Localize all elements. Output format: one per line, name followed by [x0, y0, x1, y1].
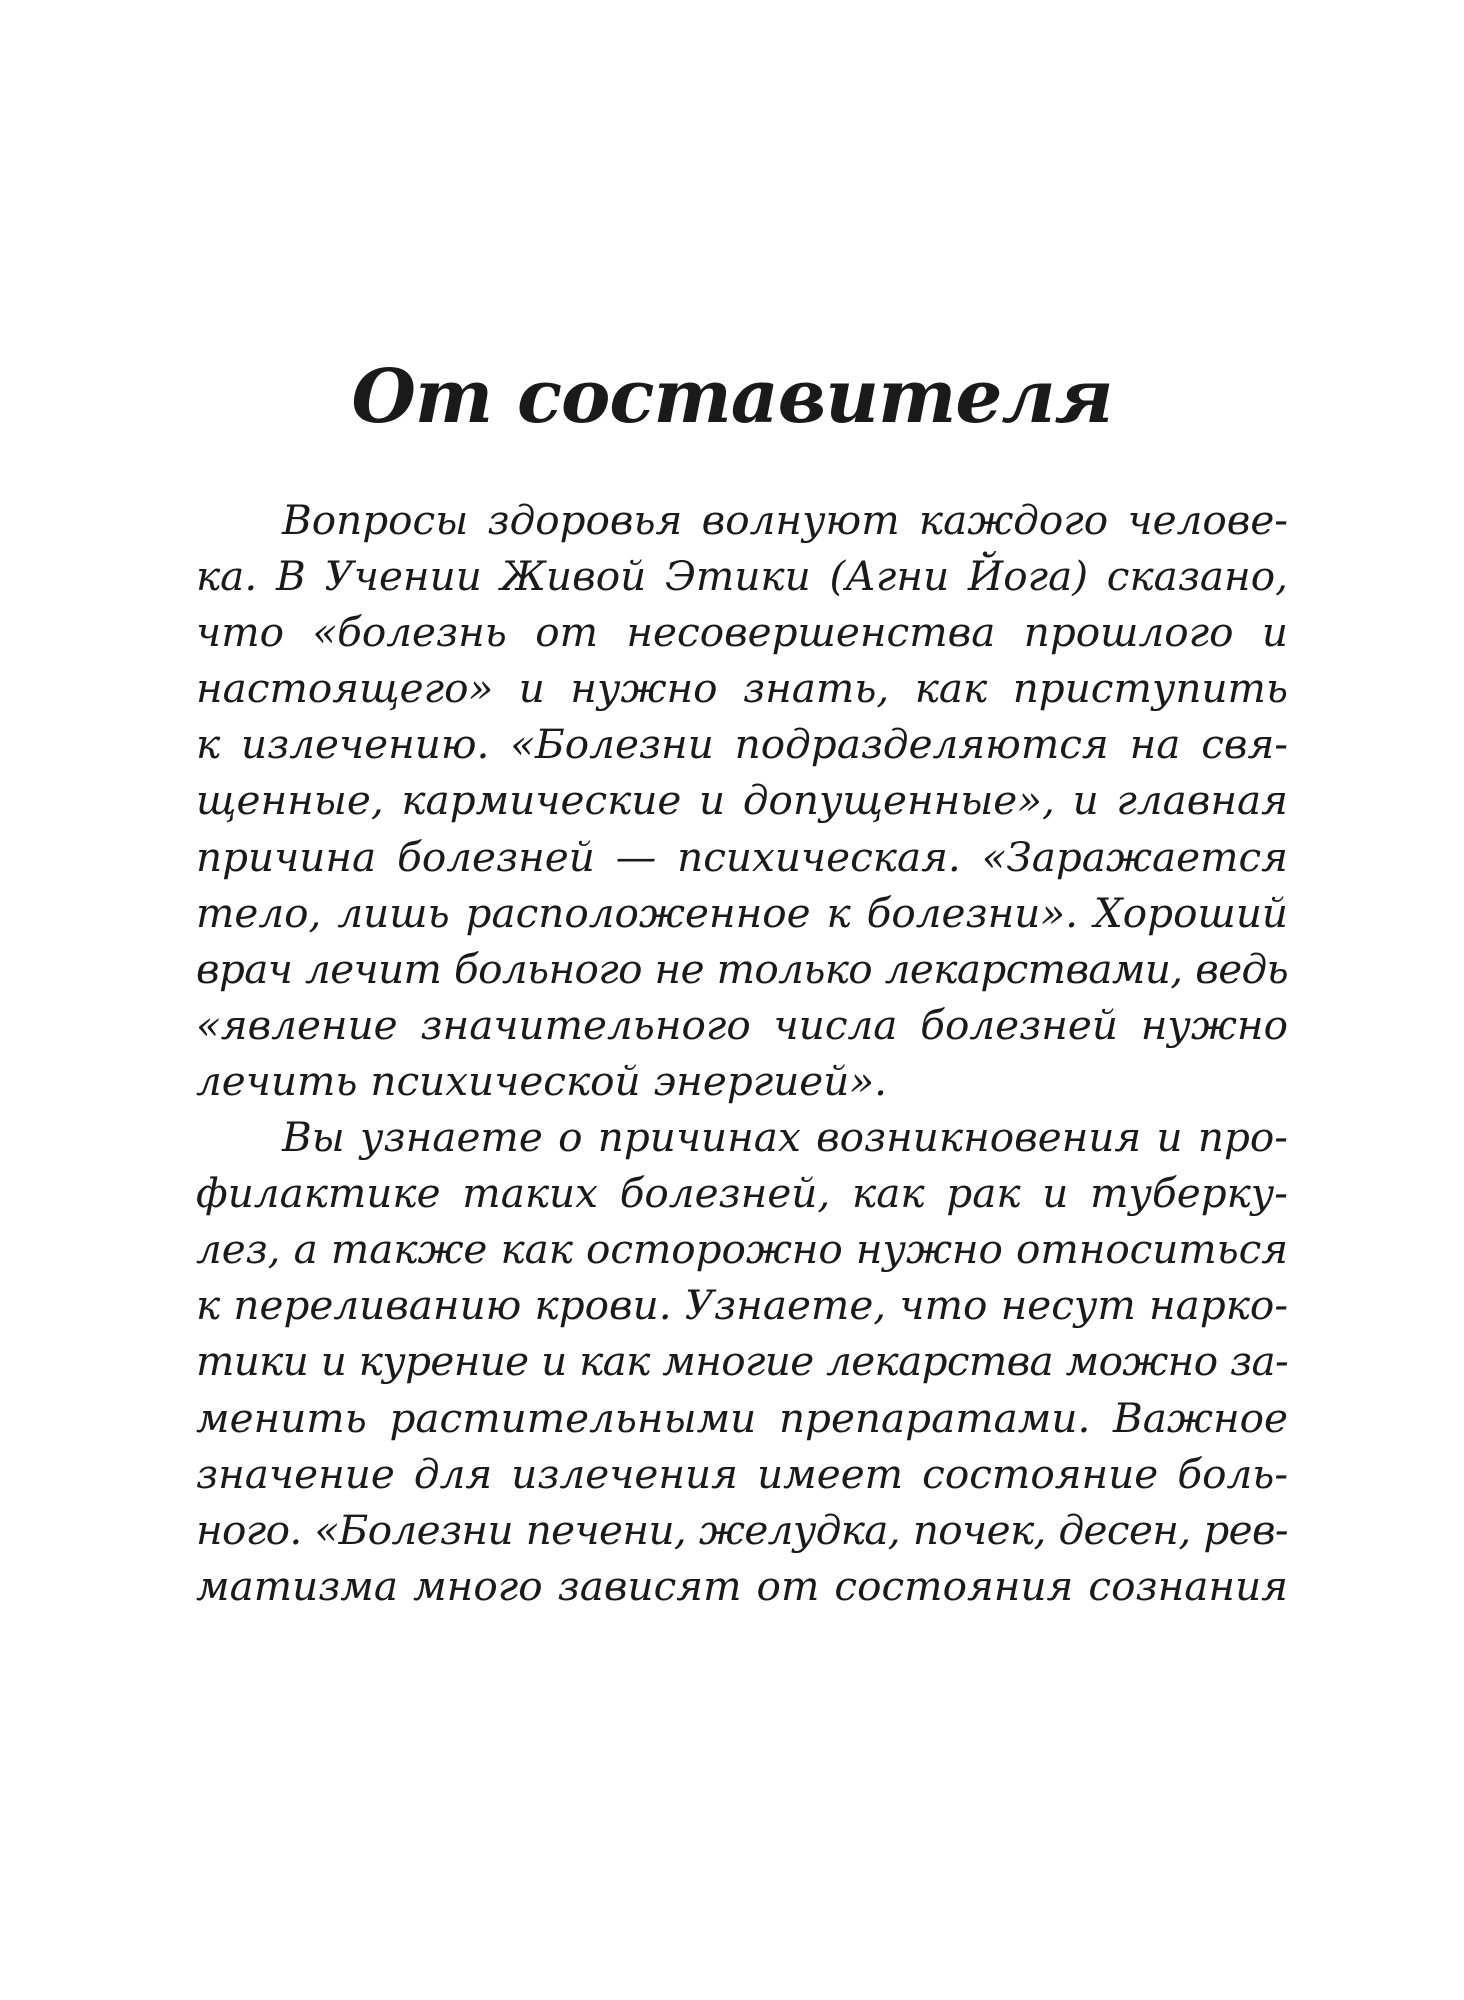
text-line: матизма много зависят от состояния сознания: [196, 1561, 1288, 1610]
text-line: тики и курение и как многие лекарства можно за-: [196, 1337, 1288, 1386]
text-line: Вопросы здоровья волнуют каждого челове-: [282, 496, 1288, 544]
text-line: настоящего» и нужно знать, как приступить: [196, 664, 1288, 713]
text-line: ного. «Болезни печени, желудка, почек, десен, рев-: [196, 1505, 1288, 1554]
text-line: лез, а также как осторожно нужно относиться: [196, 1225, 1288, 1274]
text-line: «явление значительного числа болезней нужно: [196, 1000, 1288, 1049]
paragraph-1: [196, 492, 1288, 1109]
text-line: значение для излечения имеет состояние боль-: [196, 1449, 1288, 1498]
text-line: врач лечит больного не только лекарствами, ведь: [196, 944, 1288, 993]
text-line: причина болезней — психическая. «Заражается: [196, 832, 1288, 881]
text-line: менить растительными препаратами. Важное: [196, 1393, 1288, 1442]
text-line: к переливанию крови. Узнаете, что несут нарко-: [196, 1281, 1288, 1330]
page-title: От составителя: [351, 354, 1113, 440]
paragraph-2: [196, 1109, 1288, 1614]
text-line: лечить психической энергией».: [196, 1056, 888, 1105]
text-line: филактике таких болезней, как рак и туберку-: [196, 1169, 1288, 1218]
text-line: что «болезнь от несовершенства прошлого и: [196, 608, 1288, 657]
body-text: [196, 492, 1288, 1614]
text-line: к излечению. «Болезни подразделяются на свя-: [196, 720, 1288, 769]
text-line: ка. В Учении Живой Этики (Агни Йога) сказано,: [196, 552, 1288, 601]
text-line: тело, лишь расположенное к болезни». Хороший: [196, 888, 1288, 937]
text-line: Вы узнаете о причинах возникновения и про-: [282, 1113, 1288, 1162]
text-line: щенные, кармические и допущенные», и главная: [196, 776, 1288, 825]
